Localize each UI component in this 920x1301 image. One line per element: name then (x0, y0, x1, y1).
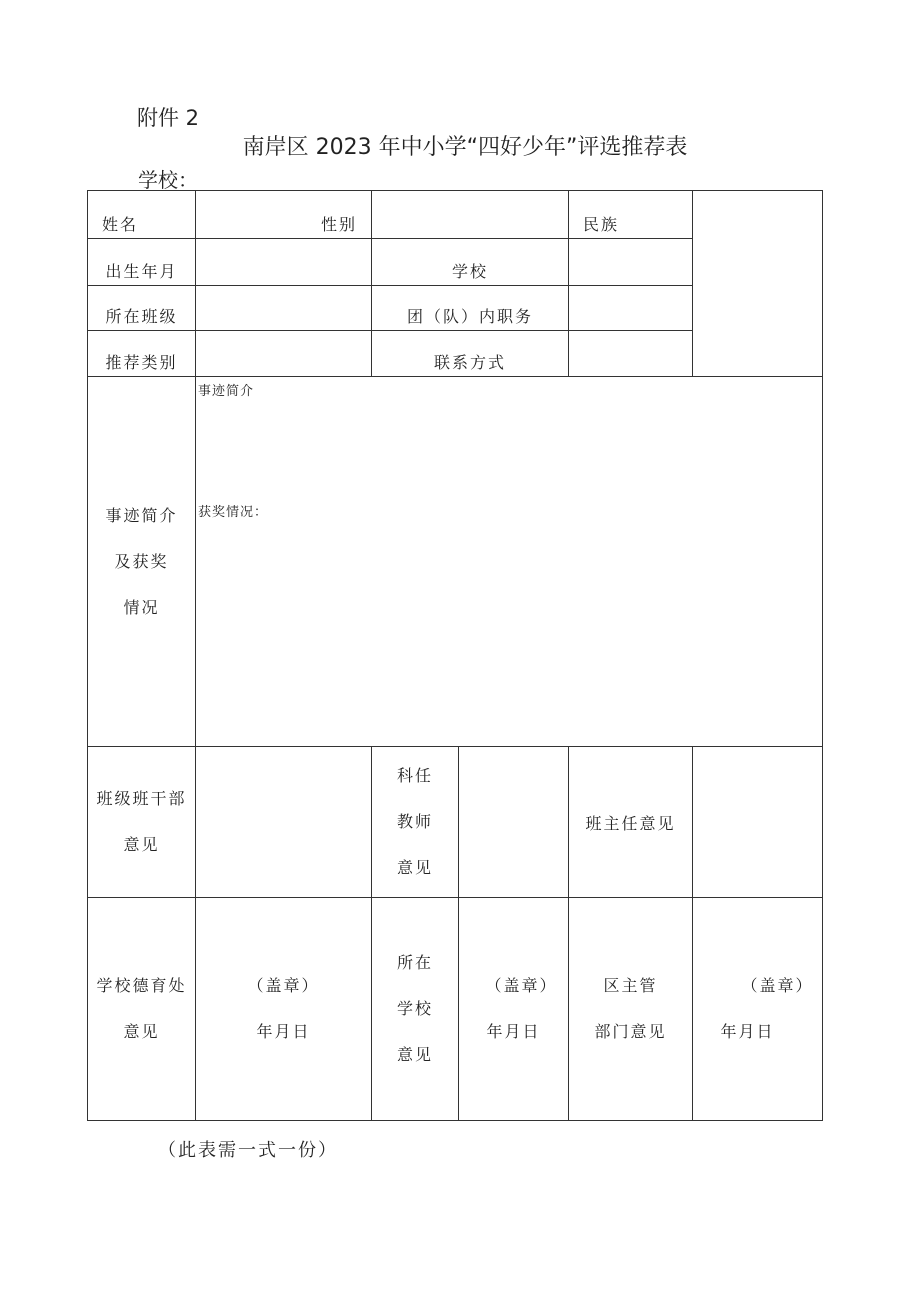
date-label: 年月日 (720, 1022, 775, 1041)
class-cadre-line1: 班级班干部 (96, 789, 187, 808)
category-field[interactable] (196, 331, 372, 377)
date-label: 年月日 (486, 1022, 541, 1041)
seal-label: （盖章） (485, 976, 558, 995)
subject-teacher-line1: 科任 (396, 766, 433, 785)
school-opinion-line2: 学校 (396, 999, 433, 1018)
story-section-line3: 情况 (123, 597, 160, 617)
gender-label: 性别 (196, 191, 372, 239)
school-field-label: 学校 (372, 239, 569, 286)
footer-note: （此表需一式一份） (158, 1140, 338, 1161)
school-field[interactable] (569, 239, 693, 286)
school-opinion-line1: 所在 (396, 953, 433, 972)
recommendation-form (87, 190, 823, 1121)
contact-field[interactable] (569, 331, 693, 377)
head-teacher-opinion-field[interactable] (693, 747, 823, 898)
story-section-line1: 事迹简介 (105, 505, 178, 525)
form-title: 南岸区 2023 年中小学“四好少年”评选推荐表 (242, 135, 688, 160)
moral-office-line2: 意见 (123, 1022, 160, 1041)
birth-label: 出生年月 (88, 239, 196, 286)
district-dept-line2: 部门意见 (594, 1022, 667, 1041)
district-dept-opinion-field[interactable] (693, 898, 823, 1121)
moral-office-label (88, 898, 196, 1121)
school-label: 学校： (138, 168, 198, 192)
head-teacher-label: 班主任意见 (569, 747, 693, 898)
moral-office-opinion-field[interactable] (196, 898, 372, 1121)
photo-box[interactable] (693, 191, 823, 377)
class-cadre-label (88, 747, 196, 898)
district-dept-label (569, 898, 693, 1121)
subject-teacher-opinion-field[interactable] (459, 747, 569, 898)
seal-label: （盖章） (741, 976, 814, 995)
class-cadre-opinion-field[interactable] (196, 747, 372, 898)
school-opinion-field[interactable] (459, 898, 569, 1121)
subject-teacher-line2: 教师 (396, 812, 433, 831)
contact-label: 联系方式 (372, 331, 569, 377)
class-label: 所在班级 (88, 286, 196, 331)
story-field[interactable] (196, 377, 823, 747)
duty-field[interactable] (569, 286, 693, 331)
class-field[interactable] (196, 286, 372, 331)
story-intro-label: 事迹简介 (198, 384, 255, 399)
story-section-label (88, 377, 196, 747)
category-label: 推荐类别 (88, 331, 196, 377)
moral-office-line1: 学校德育处 (96, 976, 187, 995)
story-section-line2: 及获奖 (114, 551, 169, 571)
subject-teacher-label (372, 747, 459, 898)
duty-label: 团（队）内职务 (372, 286, 569, 331)
seal-label: （盖章） (247, 976, 320, 995)
date-label: 年月日 (256, 1022, 311, 1041)
ethnicity-label: 民族 (569, 191, 693, 239)
district-dept-line1: 区主管 (603, 976, 658, 995)
school-opinion-label (372, 898, 459, 1121)
birth-field[interactable] (196, 239, 372, 286)
subject-teacher-line3: 意见 (396, 858, 433, 877)
name-label: 姓名 (88, 191, 196, 239)
awards-label: 获奖情况： (198, 505, 269, 520)
attachment-label: 附件 2 (137, 106, 200, 130)
school-opinion-line3: 意见 (396, 1045, 433, 1064)
gender-field[interactable] (372, 191, 569, 239)
class-cadre-line2: 意见 (123, 835, 160, 854)
